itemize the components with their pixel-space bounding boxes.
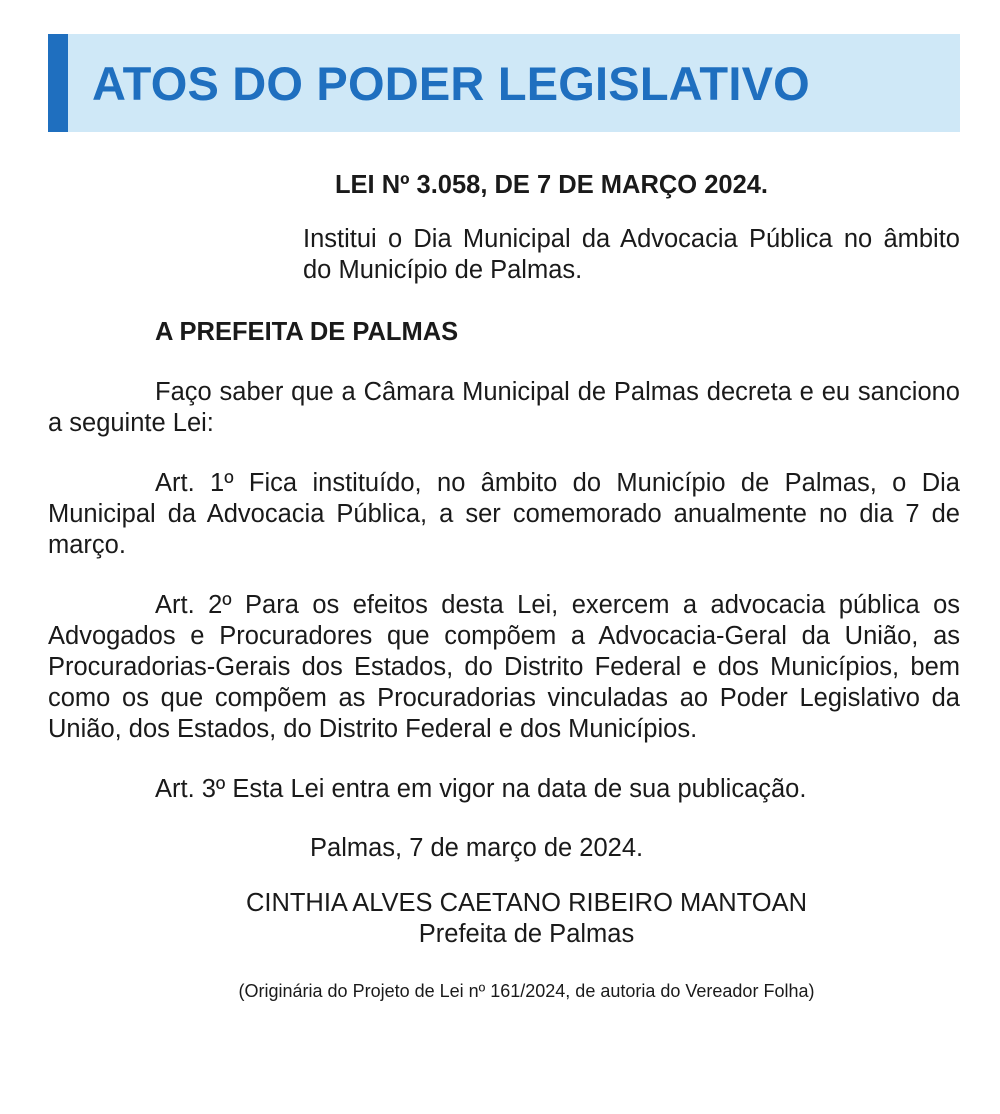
signature-block [48,888,960,950]
signatory-name: CINTHIA ALVES CAETANO RIBEIRO MANTOAN [245,889,808,917]
origin-footnote: (Originária do Projeto de Lei nº 161/2024, de autoria do Vereador Folha) [238,981,815,1001]
law-document [48,170,960,1003]
header-accent-bar [48,34,68,132]
law-ementa: Institui o Dia Municipal da Advocacia Pública no âmbito do Município de Palmas. [303,225,960,284]
law-preamble: Faço saber que a Câmara Municipal de Palmas decreta e eu sanciono a seguinte Lei: [48,378,960,437]
article-1: Art. 1º Fica instituído, no âmbito do Município de Palmas, o Dia Municipal da Advocacia Pública, a ser comemorado anualmente no dia 7 de março. [48,469,960,559]
date-line: Palmas, 7 de março de 2024. [310,834,644,862]
section-title: ATOS DO PODER LEGISLATIVO [92,57,810,110]
law-authority: A PREFEITA DE PALMAS [155,318,459,346]
article-3: Art. 3º Esta Lei entra em vigor na data de sua publicação. [155,775,807,803]
section-header [48,34,960,132]
law-title: LEI Nº 3.058, DE 7 DE MARÇO 2024. [334,171,769,199]
article-2: Art. 2º Para os efeitos desta Lei, exercem a advocacia pública os Advogados e Procuradores que compõem a Advocacia-Geral da União, as Procuradorias-Gerais dos Estados, do Distrito Federal e dos Municípios, bem como os que compõem as Procuradorias vinculadas ao Poder Legislativo da União, dos Estados, do Distrito Federal e dos Municípios. [48,591,960,743]
signatory-title: Prefeita de Palmas [418,920,635,948]
